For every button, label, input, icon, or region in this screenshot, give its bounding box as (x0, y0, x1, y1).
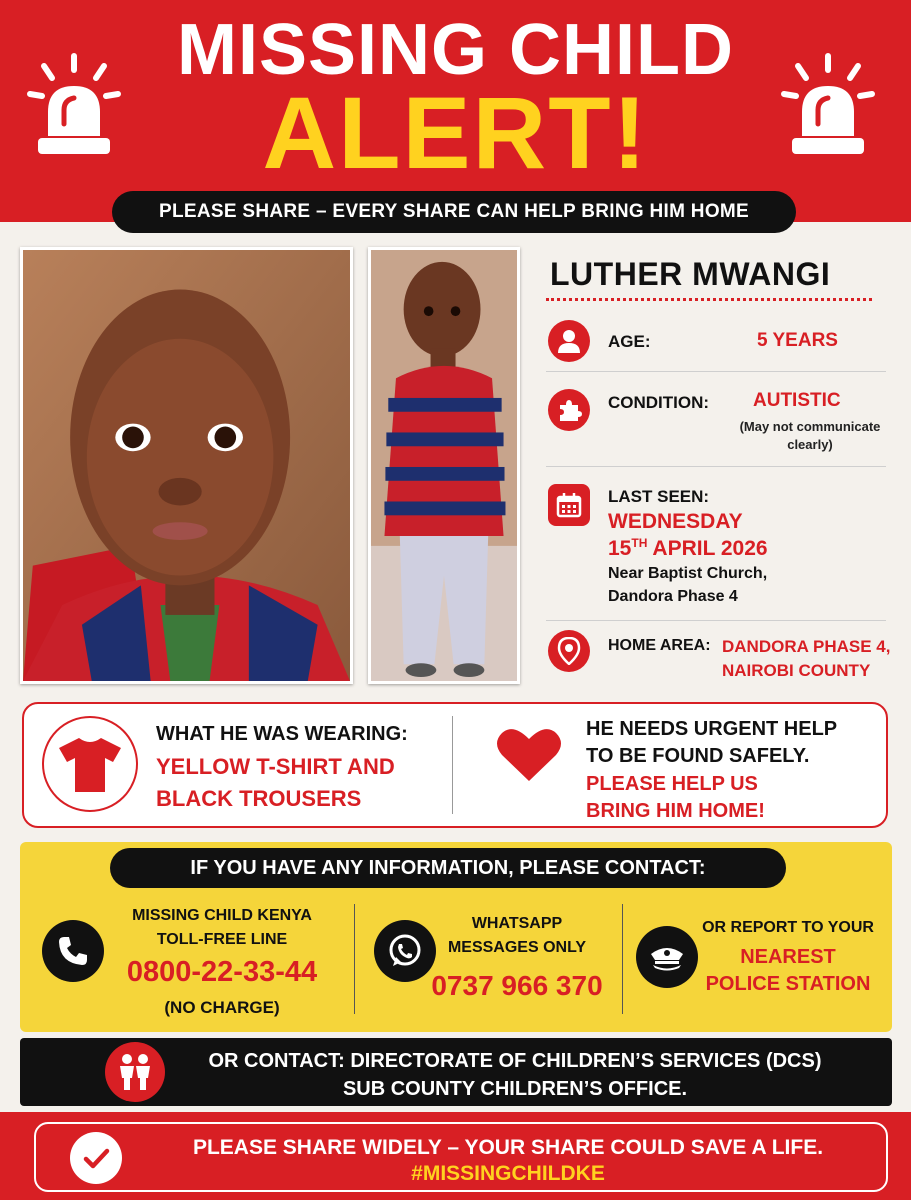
divider (546, 620, 886, 621)
footer-hashtag[interactable]: #MISSINGCHILDKE (411, 1162, 605, 1185)
hotline-line1: MISSING CHILD KENYA (132, 907, 312, 924)
home-area-line2: NAIROBI COUNTY (722, 661, 871, 680)
tshirt-icon (42, 716, 138, 812)
user-icon (548, 320, 590, 362)
divider (546, 371, 886, 372)
hotline-note: (NO CHARGE) (164, 998, 280, 1017)
wearing-line2: BLACK TROUSERS (156, 786, 362, 811)
urgent-line3: PLEASE HELP US (586, 773, 758, 795)
age-label: AGE: (608, 332, 651, 351)
footer-share-text: PLEASE SHARE WIDELY – YOUR SHARE COULD SAVE A LIFE. (192, 1136, 824, 1159)
police-line1: OR REPORT TO YOUR (702, 919, 874, 936)
condition-label: CONDITION: (608, 393, 710, 412)
whatsapp-number[interactable]: 0737 966 370 (431, 970, 603, 1001)
last-seen-day: WEDNESDAY (608, 510, 743, 533)
child-name: LUTHER MWANGI (550, 256, 831, 292)
hotline-line2: TOLL-FREE LINE (156, 931, 288, 948)
children-icon (105, 1042, 165, 1102)
puzzle-icon (548, 389, 590, 431)
title-missing-child: MISSING CHILD (176, 10, 734, 90)
urgent-line2: TO BE FOUND SAFELY. (586, 745, 810, 767)
calendar-icon (548, 484, 590, 526)
child-fullbody-photo (368, 247, 520, 684)
last-seen-label: LAST SEEN: (608, 487, 710, 506)
divider (622, 904, 623, 1014)
last-seen-place-line1: Near Baptist Church, (608, 565, 768, 582)
title-alert: ALERT! (262, 76, 649, 190)
share-banner: PLEASE SHARE – EVERY SHARE CAN HELP BRING HIM HOME (112, 191, 796, 233)
heart-icon (496, 725, 562, 783)
age-value: 5 YEARS (757, 330, 838, 351)
last-seen-date: 15TH APRIL 2026 (608, 536, 768, 560)
police-line2: NEAREST (740, 946, 836, 968)
wearing-label: WHAT HE WAS WEARING: (156, 723, 408, 745)
child-portrait-photo (20, 247, 353, 684)
contact-banner: IF YOU HAVE ANY INFORMATION, PLEASE CONTACT: (110, 848, 786, 888)
location-pin-icon (548, 630, 590, 672)
whatsapp-line1: WHATSAPP (471, 915, 563, 932)
urgent-line1: HE NEEDS URGENT HELP (586, 718, 838, 740)
check-icon (70, 1132, 122, 1184)
last-seen-place-line2: Dandora Phase 4 (608, 588, 738, 605)
wearing-line1: YELLOW T-SHIRT AND (156, 754, 395, 779)
divider (354, 904, 355, 1014)
divider (452, 716, 453, 814)
phone-icon (42, 920, 104, 982)
hotline-number[interactable]: 0800-22-33-44 (126, 956, 318, 988)
divider (546, 466, 886, 467)
home-area-line1: DANDORA PHASE 4, (722, 637, 891, 656)
whatsapp-line2: MESSAGES ONLY (447, 939, 587, 956)
name-divider (546, 298, 872, 301)
urgent-line4: BRING HIM HOME! (586, 800, 765, 822)
condition-note: (May not communicate clearly) (739, 419, 881, 452)
condition-value: AUTISTIC (753, 390, 841, 411)
dcs-text: OR CONTACT: DIRECTORATE OF CHILDREN’S SERVICES (DCS) SUB COUNTY CHILDREN’S OFFICE. (208, 1050, 822, 1100)
home-area-label: HOME AREA: (608, 637, 711, 654)
police-line3: POLICE STATION (705, 973, 871, 995)
police-cap-icon (636, 926, 698, 988)
